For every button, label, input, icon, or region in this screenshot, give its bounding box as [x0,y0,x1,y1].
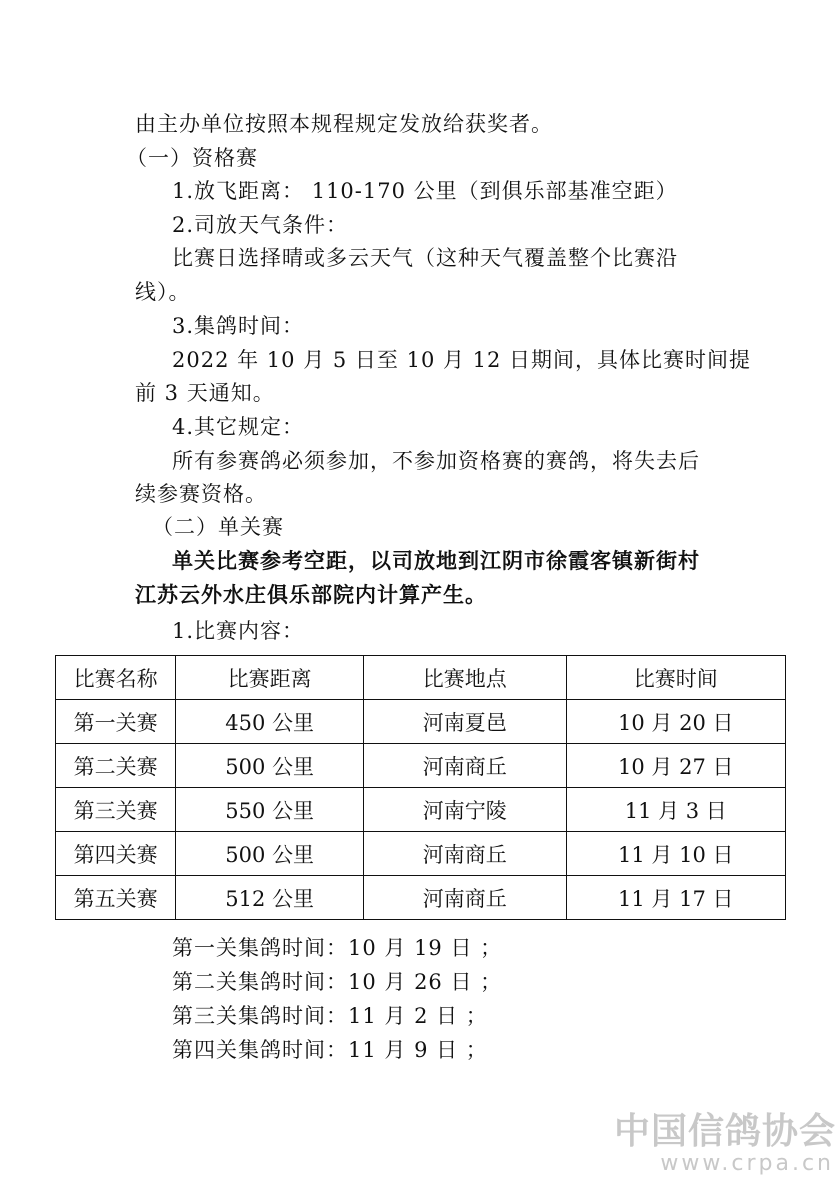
watermark-url: www.crpa.cn [660,1151,834,1176]
item-race-content-heading: 1.比赛内容： [172,619,305,643]
table-row [56,788,786,832]
cell-race-date: 11 月 17 日 [566,876,785,920]
header-race-name: 比赛名称 [56,656,176,700]
race-table [55,655,786,920]
table-row [56,700,786,744]
cell-race-name: 第五关赛 [56,876,176,920]
cell-race-location: 河南夏邑 [364,700,567,744]
paragraph-other-1: 所有参赛鸽必须参加，不参加资格赛的赛鸽，将失去后 [172,449,700,473]
cell-race-name: 第一关赛 [56,700,176,744]
paragraph-award: 由主办单位按照本规程规定发放给获奖者。 [135,112,553,136]
item-release-distance: 1.放飞距离： 110-170 公里（到俱乐部基准空距） [172,179,678,203]
header-race-distance: 比赛距离 [176,656,364,700]
cell-race-location: 河南宁陵 [364,788,567,832]
cell-race-distance: 500 公里 [176,744,364,788]
watermark-logo [595,1095,840,1187]
cell-race-name: 第二关赛 [56,744,176,788]
paragraph-single-1: 单关比赛参考空距，以司放地到江阴市徐霞客镇新街村 [172,548,700,573]
cell-race-name: 第三关赛 [56,788,176,832]
cell-race-date: 10 月 20 日 [566,700,785,744]
cell-race-distance: 512 公里 [176,876,364,920]
section-qualifier-heading: （一）资格赛 [126,146,258,170]
header-race-location: 比赛地点 [364,656,567,700]
watermark-name: 中国信鸽协会 [613,1111,836,1152]
cell-race-date: 10 月 27 日 [566,744,785,788]
collect-time-race-4: 第四关集鸽时间：11 月 9 日 ； [172,1038,488,1062]
paragraph-other-2: 续参赛资格。 [135,482,267,506]
item-other-heading: 4.其它规定： [172,415,305,439]
table-row [56,744,786,788]
table-row [56,832,786,876]
cell-race-location: 河南商丘 [364,832,567,876]
cell-race-location: 河南商丘 [364,876,567,920]
cell-race-location: 河南商丘 [364,744,567,788]
item-weather-heading: 2.司放天气条件： [172,213,349,237]
item-collect-heading: 3.集鸽时间： [172,314,305,338]
paragraph-weather-2: 线）。 [135,280,191,304]
table-row [56,876,786,920]
cell-race-date: 11 月 10 日 [566,832,785,876]
header-race-date: 比赛时间 [566,656,785,700]
collect-time-race-3: 第三关集鸽时间：11 月 2 日 ； [172,1004,488,1028]
cell-race-name: 第四关赛 [56,832,176,876]
paragraph-collect-2: 前 3 天通知。 [135,381,275,405]
table-header-row [56,656,786,700]
collect-time-race-2: 第二关集鸽时间：10 月 26 日 ； [172,970,503,994]
paragraph-weather-1: 比赛日选择晴或多云天气（这种天气覆盖整个比赛沿 [172,246,678,270]
cell-race-distance: 550 公里 [176,788,364,832]
cell-race-date: 11 月 3 日 [566,788,785,832]
section-single-heading: （二）单关赛 [152,515,284,539]
collect-time-race-1: 第一关集鸽时间：10 月 19 日 ； [172,936,503,960]
cell-race-distance: 450 公里 [176,700,364,744]
paragraph-collect-1: 2022 年 10 月 5 日至 10 月 12 日期间，具体比赛时间提 [172,348,752,372]
paragraph-single-2: 江苏云外水庄俱乐部院内计算产生。 [135,582,487,607]
cell-race-distance: 500 公里 [176,832,364,876]
